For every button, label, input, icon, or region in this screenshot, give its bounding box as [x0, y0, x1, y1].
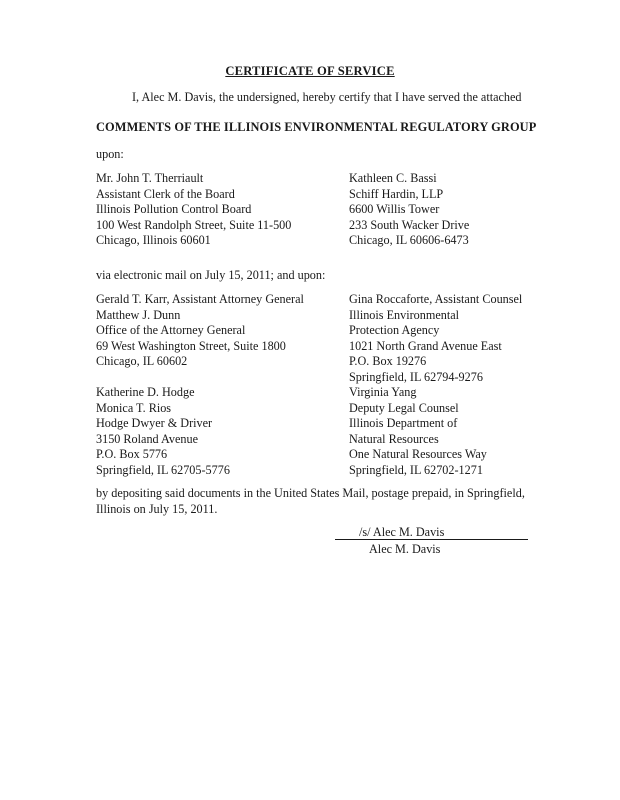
address-line: Illinois Environmental [349, 307, 460, 322]
address-line: 100 West Randolph Street, Suite 11-500 [96, 217, 292, 232]
address-line: Protection Agency [349, 323, 440, 337]
recipient-hodge [96, 385, 230, 478]
address-line: Matthew J. Dunn [96, 307, 181, 322]
closing-line: by depositing said documents in the United States Mail, postage prepaid, in Springfield, [96, 486, 525, 500]
closing-line: Illinois on July 15, 2011. [96, 501, 218, 516]
address-line: Gina Roccaforte, Assistant Counsel [349, 292, 523, 306]
address-line: Monica T. Rios [96, 400, 172, 415]
signer-printed-name: Alec M. Davis [369, 542, 441, 556]
address-line: Illinois Department of [349, 416, 458, 430]
address-line: Deputy Legal Counsel [349, 400, 459, 415]
certificate-title: CERTIFICATE OF SERVICE [225, 64, 395, 78]
address-line: Chicago, Illinois 60601 [96, 233, 211, 247]
address-line: Springfield, IL 62705-5776 [96, 462, 230, 477]
address-line: 1021 North Grand Avenue East [349, 338, 502, 353]
address-line: P.O. Box 19276 [349, 354, 427, 368]
recipient-therriault [96, 171, 291, 249]
recipient-yang [349, 385, 487, 478]
address-line: 69 West Washington Street, Suite 1800 [96, 338, 286, 353]
electronic-signature: /s/ Alec M. Davis [359, 525, 445, 539]
closing-statement [96, 486, 525, 517]
address-line: Chicago, IL 60602 [96, 354, 188, 368]
address-line: 3150 Roland Avenue [96, 431, 198, 446]
address-line: Springfield, IL 62794-9276 [349, 369, 483, 384]
address-line: One Natural Resources Way [349, 447, 487, 461]
upon-label: upon: [96, 147, 124, 161]
address-line: Natural Resources [349, 431, 439, 446]
address-line: Schiff Hardin, LLP [349, 186, 444, 201]
address-line: 6600 Willis Tower [349, 202, 440, 216]
address-line: Office of the Attorney General [96, 323, 246, 337]
address-line: Katherine D. Hodge [96, 385, 195, 399]
address-line: Hodge Dwyer & Driver [96, 416, 213, 430]
address-line: Chicago, IL 60606-6473 [349, 233, 469, 247]
address-line: P.O. Box 5776 [96, 447, 168, 461]
intro-statement: I, Alec M. Davis, the undersigned, hereby certify that I have served the attached [132, 90, 522, 104]
address-line: Illinois Pollution Control Board [96, 202, 252, 216]
recipient-roccaforte [349, 292, 522, 385]
signature-line [335, 525, 528, 540]
address-line: Virginia Yang [349, 385, 417, 399]
recipient-bassi [349, 171, 469, 249]
address-line: Gerald T. Karr, Assistant Attorney General [96, 292, 304, 306]
address-line: Mr. John T. Therriault [96, 171, 204, 185]
served-document-name: COMMENTS OF THE ILLINOIS ENVIRONMENTAL REGULATORY GROUP [96, 120, 537, 134]
address-line: Kathleen C. Bassi [349, 171, 437, 185]
via-electronic-mail-text: via electronic mail on July 15, 2011; and upon: [96, 268, 326, 282]
address-line: Springfield, IL 62702-1271 [349, 462, 483, 477]
address-line: 233 South Wacker Drive [349, 217, 470, 232]
recipient-karr [96, 292, 304, 370]
address-line: Assistant Clerk of the Board [96, 186, 235, 201]
